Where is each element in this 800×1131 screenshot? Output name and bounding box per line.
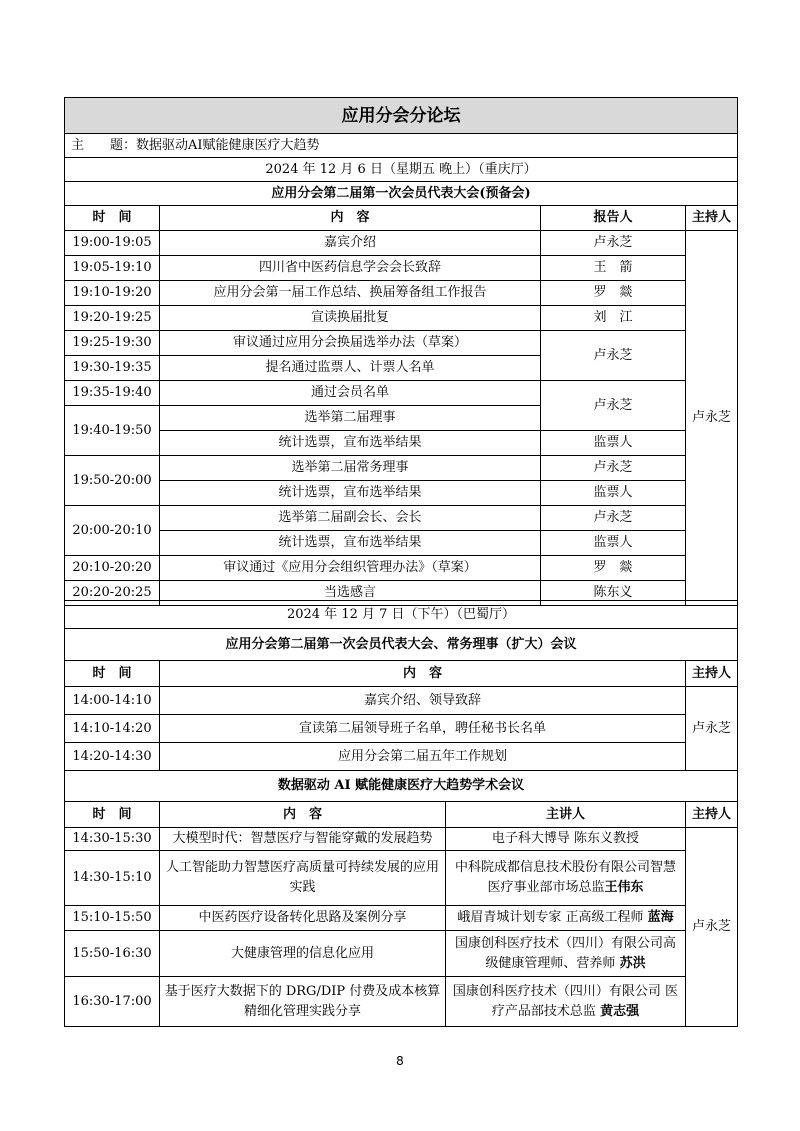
header-time: 时 间 <box>65 206 160 231</box>
row-time: 19:35-19:40 <box>65 381 160 406</box>
row-content: 提名通过监票人、计票人名单 <box>160 356 541 381</box>
header-content: 内 容 <box>160 206 541 231</box>
table-row <box>65 828 738 851</box>
row-reporter: 陈东义 <box>541 581 686 606</box>
header-host: 主持人 <box>686 802 738 828</box>
row-time: 16:30-17:00 <box>65 977 160 1027</box>
row-time: 19:10-19:20 <box>65 281 160 306</box>
speaker-text: 峨眉青城计划专家 正高级工程师 <box>457 910 648 925</box>
table-row <box>65 506 738 531</box>
table-row <box>65 256 738 281</box>
header-time: 时 间 <box>65 802 160 828</box>
theme-label: 主 题： <box>71 137 137 153</box>
header-time: 时 间 <box>65 661 160 687</box>
row-time: 19:00-19:05 <box>65 231 160 256</box>
row-time: 14:00-14:10 <box>65 687 160 715</box>
session3-meeting-title: 数据驱动 AI 赋能健康医疗大趋势学术会议 <box>65 771 738 802</box>
header-host: 主持人 <box>686 206 738 231</box>
row-content: 嘉宾介绍 <box>160 231 541 256</box>
session3-host: 卢永芝 <box>686 828 738 1027</box>
speaker-text: 国康创科医疗技术（四川）有限公司 医疗产品部技术总监 <box>452 983 679 1019</box>
table-row <box>65 381 738 406</box>
page-number: 8 <box>396 1054 404 1068</box>
speaker-text: 电子科大博导 陈东义教授 <box>491 831 640 846</box>
row-content: 大模型时代：智慧医疗与智能穿戴的发展趋势 <box>160 828 446 851</box>
row-reporter: 监票人 <box>541 431 686 456</box>
speaker-name: 蓝海 <box>647 910 674 925</box>
table-row <box>65 231 738 256</box>
row-time: 15:50-16:30 <box>65 931 160 977</box>
row-speaker <box>446 828 686 851</box>
forum-title: 应用分会分论坛 <box>65 98 738 134</box>
row-time: 14:30-15:10 <box>65 851 160 906</box>
row-reporter: 监票人 <box>541 481 686 506</box>
table-row <box>65 306 738 331</box>
table-row <box>65 556 738 581</box>
schedule-table-evening <box>64 97 738 606</box>
speaker-text: 中科院成都信息技术股份有限公司智慧医疗事业部市场总监 <box>454 860 676 895</box>
row-speaker <box>446 931 686 977</box>
row-content: 应用分会第一届工作总结、换届筹备组工作报告 <box>160 281 541 306</box>
table-row <box>65 331 738 356</box>
header-speaker: 主讲人 <box>446 802 686 828</box>
row-reporter: 罗 燚 <box>541 281 686 306</box>
row-content: 中医药医疗设备转化思路及案例分享 <box>160 906 446 931</box>
row-content: 选举第二届副会长、会长 <box>160 506 541 531</box>
row-content: 通过会员名单 <box>160 381 541 406</box>
row-time: 15:10-15:50 <box>65 906 160 931</box>
session1-meeting-title: 应用分会第二届第一次会员代表大会(预备会) <box>65 182 738 206</box>
row-reporter: 卢永芝 <box>541 381 686 431</box>
session2-host: 卢永芝 <box>686 687 738 771</box>
header-reporter: 报告人 <box>541 206 686 231</box>
session2-date: 2024 年 12 月 7 日（下午）（巴蜀厅） <box>65 601 738 629</box>
row-reporter: 卢永芝 <box>541 331 686 381</box>
row-content: 统计选票，宣布选举结果 <box>160 531 541 556</box>
row-content: 嘉宾介绍、领导致辞 <box>160 687 686 715</box>
row-time: 19:05-19:10 <box>65 256 160 281</box>
row-reporter: 卢永芝 <box>541 456 686 481</box>
speaker-name: 黄志强 <box>600 1003 640 1019</box>
row-reporter: 王 箭 <box>541 256 686 281</box>
table-row <box>65 481 738 506</box>
row-time: 19:50-20:00 <box>65 456 160 506</box>
row-reporter: 卢永芝 <box>541 506 686 531</box>
speaker-name: 王伟东 <box>604 880 644 895</box>
session2-meeting-title: 应用分会第二届第一次会员代表大会、常务理事（扩大）会议 <box>65 629 738 661</box>
row-time: 19:30-19:35 <box>65 356 160 381</box>
schedule-table-afternoon-meeting <box>64 600 738 771</box>
row-reporter: 监票人 <box>541 531 686 556</box>
table-row <box>65 715 738 743</box>
schedule-table-academic-conference <box>64 770 738 1027</box>
table-row <box>65 456 738 481</box>
row-reporter: 卢永芝 <box>541 231 686 256</box>
row-time: 20:20-20:25 <box>65 581 160 606</box>
row-content: 统计选票，宣布选举结果 <box>160 481 541 506</box>
row-time: 19:25-19:30 <box>65 331 160 356</box>
row-content: 统计选票，宣布选举结果 <box>160 431 541 456</box>
speaker-name: 苏洪 <box>619 955 646 971</box>
row-time: 19:20-19:25 <box>65 306 160 331</box>
session1-date: 2024 年 12 月 6 日（星期五 晚上）（重庆厅） <box>65 158 738 182</box>
table-row <box>65 851 738 906</box>
row-content: 选举第二届理事 <box>160 406 541 431</box>
row-content: 大健康管理的信息化应用 <box>160 931 446 977</box>
table-row <box>65 281 738 306</box>
row-time: 19:40-19:50 <box>65 406 160 456</box>
header-host: 主持人 <box>686 661 738 687</box>
speaker-text: 国康创科医疗技术（四川）有限公司高级健康管理师、营养师 <box>454 935 676 971</box>
table-row <box>65 931 738 977</box>
row-time: 20:10-20:20 <box>65 556 160 581</box>
row-content: 当选感言 <box>160 581 541 606</box>
row-speaker <box>446 906 686 931</box>
row-content: 应用分会第二届五年工作规划 <box>160 743 686 771</box>
table-row <box>65 906 738 931</box>
row-content: 基于医疗大数据下的 DRG/DIP 付费及成本核算精细化管理实践分享 <box>160 977 446 1027</box>
header-content: 内 容 <box>160 661 686 687</box>
table-row <box>65 977 738 1027</box>
row-time: 14:30-15:30 <box>65 828 160 851</box>
row-content: 人工智能助力智慧医疗高质量可持续发展的应用实践 <box>160 851 446 906</box>
row-reporter: 罗 燚 <box>541 556 686 581</box>
row-reporter: 刘 江 <box>541 306 686 331</box>
row-time: 14:20-14:30 <box>65 743 160 771</box>
session1-host: 卢永芝 <box>686 231 738 606</box>
table-row <box>65 743 738 771</box>
theme-text: 数据驱动AI赋能健康医疗大趋势 <box>136 137 320 153</box>
row-content: 宣读换届批复 <box>160 306 541 331</box>
row-content: 宣读第二届领导班子名单，聘任秘书长名单 <box>160 715 686 743</box>
table-row <box>65 687 738 715</box>
header-content: 内 容 <box>160 802 446 828</box>
row-content: 四川省中医药信息学会会长致辞 <box>160 256 541 281</box>
row-time: 20:00-20:10 <box>65 506 160 556</box>
row-speaker <box>446 977 686 1027</box>
row-content: 审议通过应用分会换届选举办法（草案） <box>160 331 541 356</box>
row-time: 14:10-14:20 <box>65 715 160 743</box>
row-speaker <box>446 851 686 906</box>
row-content: 审议通过《应用分会组织管理办法》（草案） <box>160 556 541 581</box>
theme-row <box>65 134 738 158</box>
table-row <box>65 431 738 456</box>
row-content: 选举第二届常务理事 <box>160 456 541 481</box>
table-row <box>65 531 738 556</box>
